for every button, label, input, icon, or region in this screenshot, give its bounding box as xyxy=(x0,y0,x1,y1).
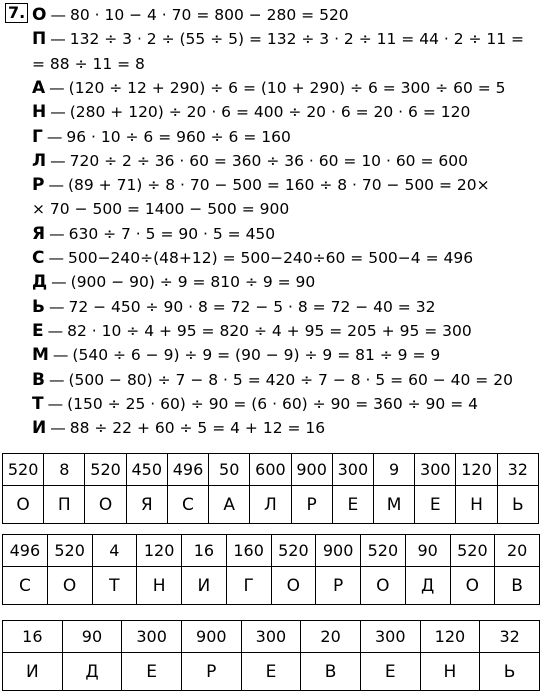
calc-line xyxy=(32,27,548,51)
number-cell: 496 xyxy=(3,535,48,567)
dash-separator: — xyxy=(46,127,63,146)
number-cell: 496 xyxy=(167,454,208,486)
letter-cell: Е xyxy=(415,486,456,524)
calc-line xyxy=(32,173,548,197)
calc-expression: 630 ÷ 7 · 5 = 90 · 5 = 450 xyxy=(68,224,276,243)
letter-cell: О xyxy=(361,567,406,605)
letter-cell: Р xyxy=(181,653,241,691)
letter-cell: С xyxy=(167,486,208,524)
number-cell: 520 xyxy=(450,535,495,567)
dash-separator: — xyxy=(49,224,65,243)
calc-line xyxy=(32,392,548,416)
calc-letter: Я xyxy=(32,223,46,244)
calc-line xyxy=(32,125,548,149)
letter-cell: О xyxy=(450,567,495,605)
calc-line xyxy=(32,100,548,124)
calc-letter: Е xyxy=(32,320,44,341)
calc-letter: С xyxy=(32,248,45,268)
calc-expression: 88 ÷ 22 + 60 ÷ 5 = 4 + 12 = 16 xyxy=(69,419,326,438)
calc-line xyxy=(32,319,548,343)
letter-cell: И xyxy=(182,567,227,605)
calc-letter: Т xyxy=(32,393,44,414)
number-cell: 300 xyxy=(360,621,420,653)
dash-separator: — xyxy=(48,176,64,195)
number-cell: 450 xyxy=(126,454,167,486)
letter-cell: Г xyxy=(226,567,271,605)
letter-cell: И xyxy=(3,653,63,691)
letter-cell: Я xyxy=(126,486,167,524)
dash-separator: — xyxy=(49,78,65,97)
number-cell: 300 xyxy=(241,621,301,653)
calc-expression: × 70 − 500 = 1400 − 500 = 900 xyxy=(32,200,290,219)
number-cell: 900 xyxy=(291,454,332,486)
calc-line xyxy=(32,76,548,100)
calc-line xyxy=(32,368,548,392)
answer-table-2 xyxy=(2,534,540,605)
letter-cell: В xyxy=(301,653,361,691)
letter-cell: Р xyxy=(316,567,361,605)
calc-letter: Г xyxy=(32,126,43,147)
calc-expression: (280 + 120) ÷ 20 · 6 = 400 ÷ 20 · 6 = 20 · 6 = 120 xyxy=(69,103,471,122)
number-cell: 120 xyxy=(137,535,182,567)
calc-expression: (900 − 90) ÷ 9 = 810 ÷ 9 = 90 xyxy=(70,273,316,292)
number-cell: 520 xyxy=(361,535,406,567)
calc-letter: Р xyxy=(32,175,45,196)
letter-cell: Р xyxy=(291,486,332,524)
dash-separator: — xyxy=(52,346,69,365)
letter-cell: Т xyxy=(92,567,137,605)
calc-expression: 72 − 450 ÷ 90 · 8 = 72 − 5 · 8 = 72 − 40 = 32 xyxy=(68,297,436,316)
calc-expression: (120 ÷ 12 + 290) ÷ 6 = (10 + 290) ÷ 6 = 300 ÷ 60 = 5 xyxy=(68,78,506,97)
letter-cell: О xyxy=(47,567,92,605)
letter-cell: Н xyxy=(420,653,480,691)
calc-expression: 80 · 10 − 4 · 70 = 800 − 280 = 520 xyxy=(69,6,349,24)
letter-cell: В xyxy=(495,567,540,605)
letter-cell: Д xyxy=(405,567,450,605)
letter-cell: Ь xyxy=(480,653,540,691)
dash-separator: — xyxy=(48,370,65,389)
calc-letter: Д xyxy=(32,272,48,293)
calc-line xyxy=(32,416,548,440)
calc-letter: П xyxy=(32,29,47,50)
dash-separator: — xyxy=(48,297,65,316)
calc-expression: (540 ÷ 6 − 9) ÷ 9 = (90 − 9) ÷ 9 = 81 ÷ 9 = 9 xyxy=(72,346,441,365)
letter-cell: О xyxy=(3,486,44,524)
calc-line xyxy=(32,149,548,173)
calc-expression: 500−240÷(48+12) = 500−240÷60 = 500−4 = 496 xyxy=(67,249,474,267)
number-cell: 90 xyxy=(62,621,122,653)
calc-letter: Ь xyxy=(32,296,45,317)
number-cell: 600 xyxy=(250,454,291,486)
calc-letter: О xyxy=(32,5,47,25)
calc-line xyxy=(32,246,548,270)
letter-cell: П xyxy=(44,486,85,524)
number-cell: 90 xyxy=(405,535,450,567)
dash-separator: — xyxy=(50,103,66,122)
letter-cell: Ь xyxy=(497,486,538,524)
calc-expression: 96 · 10 ÷ 6 = 960 ÷ 6 = 160 xyxy=(66,127,291,146)
number-cell: 50 xyxy=(209,454,250,486)
dash-separator: — xyxy=(50,6,66,24)
letter-cell: О xyxy=(85,486,126,524)
answer-table-3 xyxy=(2,620,540,691)
number-cell: 300 xyxy=(332,454,373,486)
number-cell: 520 xyxy=(47,535,92,567)
dash-separator: — xyxy=(48,249,64,267)
letter-cell: Е xyxy=(241,653,301,691)
task-number: 7. xyxy=(5,3,28,23)
calc-line xyxy=(32,343,548,367)
number-cell: 32 xyxy=(480,621,540,653)
number-cell: 300 xyxy=(415,454,456,486)
dash-separator: — xyxy=(47,394,64,413)
calc-letter: В xyxy=(32,369,45,390)
number-cell: 520 xyxy=(85,454,126,486)
answer-table-1 xyxy=(2,453,539,524)
number-cell: 20 xyxy=(495,535,540,567)
number-cell: 32 xyxy=(497,454,538,486)
letter-cell: Е xyxy=(360,653,420,691)
calc-line xyxy=(32,52,548,76)
dash-separator: — xyxy=(50,30,66,49)
number-cell: 20 xyxy=(301,621,361,653)
letter-cell: Н xyxy=(456,486,497,524)
calc-expression: 132 ÷ 3 · 2 ÷ (55 ÷ 5) = 132 ÷ 3 · 2 ÷ 11 = 44 · 2 ÷ 11 = xyxy=(69,30,525,49)
calc-letter: А xyxy=(32,77,46,98)
letter-cell: С xyxy=(3,567,48,605)
letter-cell: М xyxy=(373,486,414,524)
dash-separator: — xyxy=(50,419,66,438)
letter-cell: А xyxy=(209,486,250,524)
letter-cell: Д xyxy=(62,653,122,691)
letter-cell: О xyxy=(271,567,316,605)
number-cell: 8 xyxy=(44,454,85,486)
number-cell: 120 xyxy=(456,454,497,486)
number-cell: 300 xyxy=(122,621,182,653)
number-cell: 4 xyxy=(92,535,137,567)
calc-expression: 82 · 10 ÷ 4 + 95 = 820 ÷ 4 + 95 = 205 + 95 = 300 xyxy=(67,321,472,340)
number-cell: 900 xyxy=(316,535,361,567)
calc-expression: (89 + 71) ÷ 8 · 70 − 500 = 160 ÷ 8 · 70 − 500 = 20× xyxy=(67,176,490,195)
calc-line xyxy=(32,222,548,246)
calc-expression: = 88 ÷ 11 = 8 xyxy=(32,54,145,73)
dash-separator: — xyxy=(47,321,64,340)
number-cell: 9 xyxy=(373,454,414,486)
number-cell: 120 xyxy=(420,621,480,653)
letter-cell: Н xyxy=(137,567,182,605)
number-cell: 160 xyxy=(226,535,271,567)
calc-line xyxy=(32,295,548,319)
number-cell: 16 xyxy=(182,535,227,567)
number-cell: 16 xyxy=(3,621,63,653)
letter-cell: Л xyxy=(250,486,291,524)
letter-cell: Е xyxy=(122,653,182,691)
calc-letter: М xyxy=(32,345,49,366)
calc-letter: Л xyxy=(32,150,47,171)
calc-expression: (150 ÷ 25 · 60) ÷ 90 = (6 · 60) ÷ 90 = 360 ÷ 90 = 4 xyxy=(67,394,478,413)
calc-letter: И xyxy=(32,418,47,439)
number-cell: 520 xyxy=(3,454,44,486)
calc-expression: 720 ÷ 2 ÷ 36 · 60 = 360 ÷ 36 · 60 = 10 · 60 = 600 xyxy=(69,151,468,170)
letter-cell: Е xyxy=(332,486,373,524)
calc-expression: (500 − 80) ÷ 7 − 8 · 5 = 420 ÷ 7 − 8 · 5 = 60 − 40 = 20 xyxy=(68,370,513,389)
number-cell: 520 xyxy=(271,535,316,567)
calc-line xyxy=(32,270,548,294)
calc-line xyxy=(32,197,548,221)
calc-letter: Н xyxy=(32,102,47,123)
dash-separator: — xyxy=(50,151,66,170)
calc-line xyxy=(32,3,548,27)
dash-separator: — xyxy=(51,273,67,292)
number-cell: 900 xyxy=(181,621,241,653)
